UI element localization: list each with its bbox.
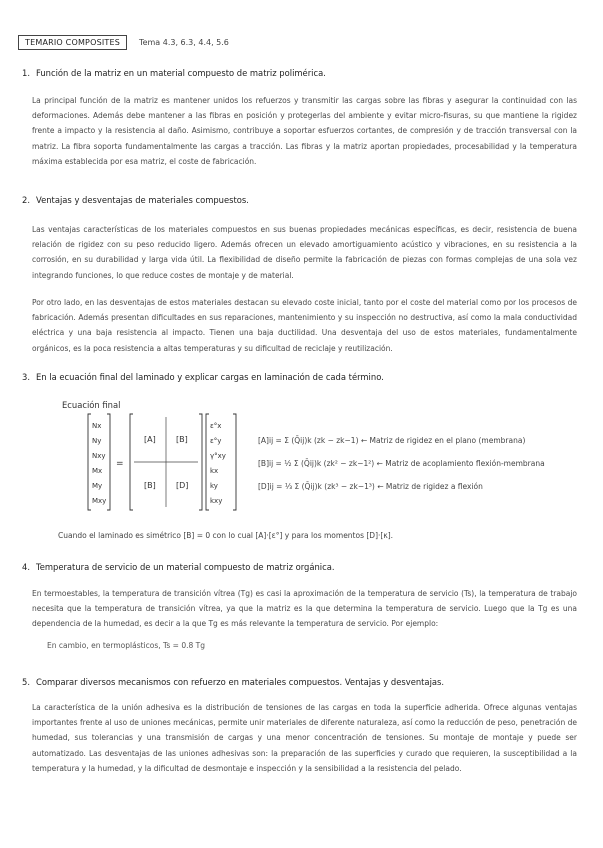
question-text: Comparar diversos mecanismos con refuerzo en materiales compuestos. Ventajas y desventajas. xyxy=(36,677,445,687)
lhs-my: My xyxy=(92,482,103,490)
lhs-mx: Mx xyxy=(92,467,103,475)
question-2-answer-b: Por otro lado, en las desventajas de estos materiales destacan su elevado coste inicial, tanto por el coste del material como por los procesos de fabricación. Además presentan dificultades en sus reparaciones, mantenimiento y su inspección no destructiva, así como la mala conductividad eléctrica y una baja resistencia al impacto. Tienen una baja ductilidad. Una desventaja del uso de estos materiales, fundamentalmente orgánicos, es la poca resistencia a altas temperaturas y su dificultad de reciclaje y reutilización. xyxy=(32,298,577,353)
question-3-title xyxy=(22,372,384,382)
question-4-title xyxy=(22,562,335,572)
question-5-answer: La característica de la unión adhesiva es la distribución de tensiones de las cargas en toda la superficie adherida. Ofrece algunas ventajas importantes frente al uso de uniones mecánicas, permite unir materiales de diferente naturaleza, así como la reducción de peso, penetración de humedad, sus tolerancias y una transmisión de cargas y una menor concentración de tensiones. Su montaje de montaje y puede ser automatizado. Las desventajas de las uniones adhesivas son: la preparación de las superficies y curado que requieren, la susceptibilidad a la temperatura y la humedad, y la dificultad de desmontaje e inspección y la sensibilidad a la resistencia del pelado. xyxy=(32,703,577,773)
question-number: 3. xyxy=(22,372,30,382)
equation-d: [D]ij = ⅓ Σ (Q̄ij)k (zk³ − zk−1³) ← Matriz de rigidez a flexión xyxy=(258,482,483,491)
block-a: [A] xyxy=(144,435,156,444)
header xyxy=(18,35,229,50)
question-number: 4. xyxy=(22,562,30,572)
lhs-nxy: Nxy xyxy=(92,452,106,460)
lhs-mxy: Mxy xyxy=(92,497,107,505)
question-4-note: En cambio, en termoplásticos, Ts = 0.8 Tg xyxy=(47,641,205,650)
question-text: Temperatura de servicio de un material compuesto de matriz orgánica. xyxy=(36,562,335,572)
question-number: 2. xyxy=(22,195,30,205)
header-label: TEMARIO COMPOSITES xyxy=(18,35,127,50)
question-3-note: Cuando el laminado es simétrico [B] = 0 con lo cual [A]·[ε°] y para los momentos [D]·[κ]. xyxy=(58,531,394,540)
question-1-answer: La principal función de la matriz es mantener unidos los refuerzos y transmitir las cargas sobre las fibras y asegurar la continuidad con las deformaciones. Además debe mantener a las fibras en posición y protegerlas del ambiente y evitar micro-fisuras, su que mantiene la rigidez frente a impacto y la resistencia al daño. Asimismo, contribuye a soportar esfuerzos cortantes, de compresión y de tracción transversal con la matriz. La fibra soporta fundamentalmente las cargas a tracción. Las fibras y la matriz aportan propiedades, procesabilidad y la temperatura máxima establecida por esa matriz, el coste de fabricación. xyxy=(32,96,577,166)
block-d: [D] xyxy=(176,481,189,490)
question-2-title xyxy=(22,195,249,205)
question-5-title xyxy=(22,677,444,687)
question-number: 5. xyxy=(22,677,30,687)
question-number: 1. xyxy=(22,68,30,78)
question-4-answer: En termoestables, la temperatura de transición vítrea (Tg) es casi la aproximación de la temperatura de servicio (Ts), la temperatura de trabajo necesita que la temperatura de transición vítrea, ya que la matriz es la que determina la temperatura de servicio. Luego que la Tg es una dependencia de la humedad, es decir a la que Tg es más relevante la temperatura de servicio. Por ejemplo: xyxy=(32,589,577,629)
equals-sign: = xyxy=(116,459,124,469)
rhs-eps-y: ε°y xyxy=(210,437,222,445)
rhs-ky: ky xyxy=(210,482,218,490)
question-text: En la ecuación final del laminado y explicar cargas en laminación de cada término. xyxy=(36,372,384,382)
lhs-nx: Nx xyxy=(92,422,102,430)
block-b-bottom: [B] xyxy=(144,481,156,490)
block-b-top: [B] xyxy=(176,435,188,444)
equation-a: [A]ij = Σ (Q̄ij)k (zk − zk−1) ← Matriz de rigidez en el plano (membrana) xyxy=(258,436,526,445)
rhs-gamma-xy: γ°xy xyxy=(210,452,226,460)
rhs-eps-x: ε°x xyxy=(210,422,222,430)
question-2-answer-a: Las ventajas características de los materiales compuestos en sus buenas propiedades mecánicas específicas, es decir, resistencia de buena relación de rigidez con su peso reducido ligero. Además ofrecen un elevado amortiguamiento acústico y vibraciones, en su resistencia a la corrosión, en su durabilidad y larga vida útil. La flexibilidad de diseño permite la fabricación de piezas con formas complejas de una sola vez integrando funciones, lo que reduce costes de montaje y de material. xyxy=(32,225,577,280)
rhs-kx: kx xyxy=(210,467,219,475)
question-1-title xyxy=(22,68,326,78)
rhs-kxy: kxy xyxy=(210,497,223,505)
header-topics: Tema 4.3, 6.3, 4.4, 5.6 xyxy=(139,38,229,47)
equation-b: [B]ij = ½ Σ (Q̄ij)k (zk² − zk−1²) ← Matriz de acoplamiento flexión-membrana xyxy=(258,459,545,468)
lhs-ny: Ny xyxy=(92,437,102,445)
matrix-title: Ecuación final xyxy=(62,400,121,410)
laminate-matrix-equation xyxy=(86,412,246,512)
question-text: Ventajas y desventajas de materiales compuestos. xyxy=(36,195,249,205)
question-text: Función de la matriz en un material compuesto de matriz polimérica. xyxy=(36,68,326,78)
